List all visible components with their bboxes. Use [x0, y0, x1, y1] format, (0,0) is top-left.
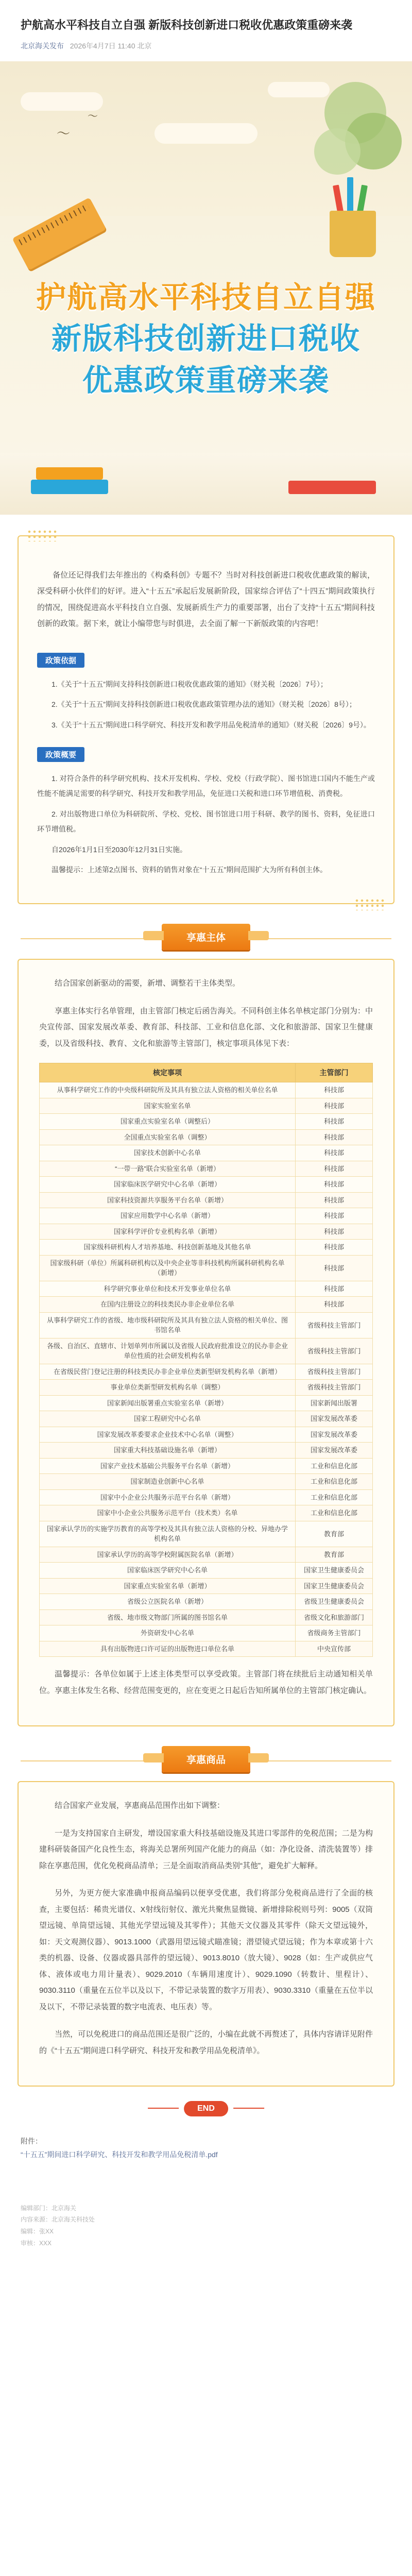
table-row — [40, 1594, 373, 1610]
item-cell: 国家科技资源共享服务平台名单（新增） — [40, 1192, 296, 1208]
item-cell: 在省级民营门登记注册的科技类民办非企业单位类新型研发机构名单（新增） — [40, 1364, 296, 1380]
item-cell: 国家中小企业公共服务示范平台名单（新增） — [40, 1489, 296, 1505]
table-row — [40, 1521, 373, 1547]
cloud-decoration — [154, 123, 258, 144]
table-row — [40, 1338, 373, 1364]
authority-cell: 教育部 — [296, 1521, 373, 1547]
table-row — [40, 1489, 373, 1505]
item-cell: 具有出版物进口许可证的出版物进口单位名单 — [40, 1641, 296, 1657]
pencil-cup-icon — [324, 185, 381, 257]
item-cell: 科学研究事业单位和技术开发事业单位名单 — [40, 1281, 296, 1297]
tree-leaf — [314, 128, 360, 175]
item-cell: 国家重点实验室名单（调整后） — [40, 1114, 296, 1130]
authority-cell: 科技部 — [296, 1082, 373, 1098]
hero-illustration — [0, 61, 412, 515]
table-row — [40, 1547, 373, 1563]
section2-paragraph: 另外，为更方便大家准确申报商品编码以便享受优惠，我们将部分免税商品进行了全面的核查，主要包括：稀贵光谱仪、X射线衍射仪、激光共聚焦显微镜、新增排除税则号列：9005（双筒望远镜、单筒望远镜、其他光学望远镜及其零件）；其他天文仪器及其零件（除天文望远镜外，如：天文观测仪器）、9013.1000（武器用望远镜式瞄准镜；潜望镜式望远镜；作为本章或第十六类的机器、设备、仪器或器具部件的望远镜）、9013.8010（放大镜）、9028（如：生产或供应气体、液体或电力用计量表）、9029.2010（车辆用速度计）、9029.1090（转数计、里程计）、9030.3110（重量在五位半以及以下，不带记录装置的数字万用表）、9030.3310（重量在五位半以及以下，不带记录装置的数字电流表、电压表）等。 — [39, 1889, 373, 2011]
authority-cell: 科技部 — [296, 1114, 373, 1130]
item-cell: 国家级科研（单位）所属科研机构以及中央企业等非科技机构所属科研机构名单（新增） — [40, 1255, 296, 1281]
table-row — [40, 1145, 373, 1161]
table-row — [40, 1098, 373, 1114]
authority-cell: 省级文化和旅游部门 — [296, 1609, 373, 1625]
section1-banner-wrap — [0, 918, 412, 959]
section1-paragraph: 享惠主体实行名单管理，由主管部门核定后函告海关。不同科创主体名单核定部门分别为：中央宣传部、国家发展改革委、教育部、科技部、工业和信息化部、文化和旅游部、国家卫生健康委，以及省级科技、教育、文化和旅游等主管部门，核定事项具体见下表： — [39, 1006, 373, 1048]
authority-cell: 科技部 — [296, 1161, 373, 1177]
item-cell: “一带一路”联合实验室名单（新增） — [40, 1161, 296, 1177]
authority-cell: 省级科技主管部门 — [296, 1312, 373, 1338]
authority-cell: 科技部 — [296, 1255, 373, 1281]
authority-cell: 工业和信息化部 — [296, 1458, 373, 1474]
table-row — [40, 1411, 373, 1427]
authority-cell: 国家发展改革委 — [296, 1411, 373, 1427]
authority-cell: 科技部 — [296, 1177, 373, 1193]
book-icon — [288, 481, 376, 494]
table-row — [40, 1177, 373, 1193]
article-header — [0, 0, 412, 61]
cup-shape — [330, 211, 376, 257]
item-cell: 在国内注册设立的科技类民办非企业单位名单 — [40, 1297, 296, 1313]
authority-cell: 工业和信息化部 — [296, 1505, 373, 1521]
bird-icon: 〜 — [57, 125, 71, 141]
table-row — [40, 1297, 373, 1313]
item-cell: 各级、自治区、直辖市、计划单列市所属以及省级人民政府批准设立的民办非企业单位性质的社会研发机构名单 — [40, 1338, 296, 1364]
authority-cell: 工业和信息化部 — [296, 1489, 373, 1505]
authority-cell: 科技部 — [296, 1192, 373, 1208]
table-row — [40, 1563, 373, 1579]
policy-summary-tag: 政策概要 — [37, 747, 84, 762]
policy-basis-tag: 政策依据 — [37, 653, 84, 668]
table-row — [40, 1161, 373, 1177]
authority-cell: 省级科技主管部门 — [296, 1380, 373, 1396]
table-row — [40, 1641, 373, 1657]
authority-cell: 国家卫生健康委员会 — [296, 1578, 373, 1594]
section2-banner: 享惠商品 — [162, 1746, 250, 1772]
item-cell: 从事科学研究工作的省级、地市级科研院所及其具有独立法人资格的相关单位、图书馆名单 — [40, 1312, 296, 1338]
approval-table — [39, 1063, 373, 1657]
bird-icon: 〜 — [88, 110, 98, 122]
item-cell: 国家承认学历的实施学历教育的高等学校及其具有独立法人资格的分校、异地办学机构名单 — [40, 1521, 296, 1547]
table-row — [40, 1609, 373, 1625]
item-cell: 事业单位类新型研发机构名单（调整） — [40, 1380, 296, 1396]
authority-cell: 科技部 — [296, 1145, 373, 1161]
item-cell: 国家实验室名单 — [40, 1098, 296, 1114]
authority-cell: 省级商务主管部门 — [296, 1625, 373, 1641]
table-row — [40, 1505, 373, 1521]
table-header-cell: 主管部门 — [296, 1063, 373, 1082]
end-marker: END — [184, 2101, 228, 2116]
authority-cell: 中央宣传部 — [296, 1641, 373, 1657]
table-row — [40, 1395, 373, 1411]
dot-decoration — [354, 898, 385, 910]
section1-paragraph: 结合国家创新驱动的需要，新增、调整若干主体类型。 — [55, 979, 241, 988]
item-cell: 国家临床医学研究中心名单（新增） — [40, 1177, 296, 1193]
hero-title-line2: 新版科技创新进口税收 — [51, 322, 360, 356]
section2-banner-wrap — [0, 1740, 412, 1781]
authority-cell: 科技部 — [296, 1240, 373, 1256]
section2-paragraph: 当然，可以免税进口的商品范围还是很广泛的，小编在此就不再赘述了，具体内容请详见附件的《“十五五”期间进口科学研究、科技开发和教学用品免税清单》。 — [39, 2030, 373, 2055]
item-cell: 全国重点实验室名单（调整） — [40, 1129, 296, 1145]
hero-title-line3: 优惠政策重磅来袭 — [82, 364, 330, 398]
item-cell: 国家重大科技基础设施名单（新增） — [40, 1443, 296, 1459]
table-row — [40, 1427, 373, 1443]
publish-location: 北京 — [137, 41, 152, 50]
table-row — [40, 1129, 373, 1145]
item-cell: 国家重点实验室名单（新增） — [40, 1578, 296, 1594]
item-cell: 国家制造业创新中心名单 — [40, 1474, 296, 1490]
authority-cell: 工业和信息化部 — [296, 1474, 373, 1490]
article-meta — [21, 41, 391, 51]
item-cell: 国家产业技术基础公共服务平台名单（新增） — [40, 1458, 296, 1474]
table-row — [40, 1208, 373, 1224]
authority-cell: 教育部 — [296, 1547, 373, 1563]
table-row — [40, 1474, 373, 1490]
publish-date: 2026年4月7日 11:40 — [70, 41, 135, 50]
hero-title-block — [0, 278, 412, 402]
table-header-row — [40, 1063, 373, 1082]
item-cell: 省级公立医院名单（新增） — [40, 1594, 296, 1610]
authority-cell: 国家发展改革委 — [296, 1427, 373, 1443]
basis-item: 3.《关于“十五五”期间进口科学研究、科技开发和教学用品免税清单的通知》（财关税〔2026〕9号）。 — [52, 720, 371, 729]
book-icon — [31, 480, 108, 494]
table-body — [40, 1082, 373, 1657]
summary-item: 自2026年1月1日至2030年12月31日实施。 — [52, 845, 187, 854]
item-cell: 国家工程研究中心名单 — [40, 1411, 296, 1427]
authority-cell: 省级科技主管部门 — [296, 1338, 373, 1364]
table-header-cell: 核定事项 — [40, 1063, 296, 1082]
authority-cell: 科技部 — [296, 1297, 373, 1313]
item-cell: 省级、地市级文物部门所属的图书馆名单 — [40, 1609, 296, 1625]
section2-card — [18, 1781, 394, 2087]
table-row — [40, 1192, 373, 1208]
intro-paragraph: 备位还记得我们去年推出的《构桑科创》专题不？当时对科技创新进口税收优惠政策的解读，深受科研小伙伴们的好评。进入“十五五”承起后发展新阶段，国家综合评估了“十四五”期间政策执行的情况，围绕促进高水平科技自立自强、发展新质生产力的重要部署，出台了支持“十五五”期间科技创新的政策。据下来，就让小编带您与时俱进，去全面了解一下新版政策的内容吧！ — [37, 570, 375, 629]
section1-banner: 享惠主体 — [162, 924, 250, 950]
basis-item: 1.《关于“十五五”期间支持科技创新进口税收优惠政策的通知》（财关税〔2026〕7号）； — [52, 680, 328, 688]
table-row — [40, 1625, 373, 1641]
footer-line: 编辑部门：北京海关 — [21, 2204, 77, 2212]
authority-cell: 国家新闻出版署 — [296, 1395, 373, 1411]
item-cell: 国家临床医学研究中心名单 — [40, 1563, 296, 1579]
footer-line: 编辑：张XX — [21, 2228, 54, 2235]
table-row — [40, 1240, 373, 1256]
table-row — [40, 1255, 373, 1281]
item-cell: 国家承认学历的高等学校附属医院名单（新增） — [40, 1547, 296, 1563]
table-row — [40, 1281, 373, 1297]
table-row — [40, 1224, 373, 1240]
authority-cell: 国家发展改革委 — [296, 1443, 373, 1459]
table-row — [40, 1364, 373, 1380]
section1-note: 温馨提示：各单位如属于上述主体类型可以享受政策。主管部门将在续批后主动通知相关单位。享惠主体发生名称、经营范围变更的，应在变更之日起后告知所属单位的主管部门核定确认。 — [39, 1670, 373, 1695]
table-row — [40, 1443, 373, 1459]
item-cell: 国家技术创新中心名单 — [40, 1145, 296, 1161]
footer-line: 内容来源：北京海关科技处 — [21, 2216, 95, 2224]
summary-item: 1. 对符合条件的科学研究机构、技术开发机构、学校、党校（行政学院）、图书馆进口国内不能生产或性能不能满足需要的科学研究、科技开发和教学用品，免征进口关税和进口环节增值税、消费税。 — [37, 774, 375, 798]
book-icon — [36, 467, 103, 480]
item-cell: 外资研发中心名单 — [40, 1625, 296, 1641]
end-marker-wrap — [0, 2092, 412, 2128]
summary-item: 2. 对出版物进口单位为科研院所、学校、党校、图书馆进口用于科研、教学的图书、资料，免征进口环节增值税。 — [37, 809, 375, 834]
attachment-file-link[interactable]: “十五五”期间进口科学研究、科技开发和教学用品免税清单.pdf — [21, 2150, 218, 2159]
section2-paragraph: 一是为支持国家自主研发，增设国家重大科技基础设施及其进口零部件的免税范围；二是为构建科研装备国产化良性生态，将海关总署所列国产化能力的商品（如：净化设备、清洗装置等）排除在享惠范围，优化免税商品清单；三是全面取消商品类别“其他”，避免扩大解释。 — [39, 1828, 373, 1870]
item-cell: 国家发展改革委要求企业技术中心名单（调整） — [40, 1427, 296, 1443]
section1-card — [18, 959, 394, 1726]
item-cell: 国家级科研机构人才培养基地、科技创新基地及其他名单 — [40, 1240, 296, 1256]
item-cell: 国家科学评价专业机构名单（新增） — [40, 1224, 296, 1240]
table-row — [40, 1312, 373, 1338]
attachment-label: 附件： — [21, 2137, 42, 2146]
item-cell: 国家应用数学中心名单（新增） — [40, 1208, 296, 1224]
authority-cell: 省级卫生健康委员会 — [296, 1594, 373, 1610]
article-footer — [21, 2202, 391, 2249]
intro-card — [18, 535, 394, 905]
footer-line: 审核：XXX — [21, 2240, 52, 2247]
table-row — [40, 1578, 373, 1594]
item-cell: 国家新闻出版署重点实验室名单（新增） — [40, 1395, 296, 1411]
table-row — [40, 1082, 373, 1098]
item-cell: 从事科学研究工作的中央级科研院所及其具有独立法人资格的相关单位名单 — [40, 1082, 296, 1098]
authority-cell: 科技部 — [296, 1129, 373, 1145]
attachment — [21, 2135, 391, 2161]
basis-item: 2.《关于“十五五”期间支持科技创新进口税收优惠政策管理办法的通知》（财关税〔2026〕8号）； — [52, 700, 356, 709]
authority-cell: 省级科技主管部门 — [296, 1364, 373, 1380]
authority-cell: 科技部 — [296, 1224, 373, 1240]
authority-cell: 科技部 — [296, 1281, 373, 1297]
authority-cell: 科技部 — [296, 1098, 373, 1114]
dot-decoration — [27, 529, 58, 541]
article-title: 护航高水平科技自立自强 新版科技创新进口税收优惠政策重磅来袭 — [21, 19, 353, 31]
table-row — [40, 1380, 373, 1396]
authority-cell: 科技部 — [296, 1208, 373, 1224]
intro-note: 温馨提示：上述第2点图书、资料的销售对象在“十五五”期间范围扩大为所有科创主体。 — [52, 865, 328, 874]
table-row — [40, 1114, 373, 1130]
hero-title-line1: 护航高水平科技自立自强 — [36, 280, 376, 314]
item-cell: 国家中小企业公共服务示范平台（技术类）名单 — [40, 1505, 296, 1521]
authority-cell: 国家卫生健康委员会 — [296, 1563, 373, 1579]
account-name-link[interactable]: 北京海关发布 — [21, 41, 64, 50]
table-row — [40, 1458, 373, 1474]
section2-paragraph: 结合国家产业发展，享惠商品范围作出如下调整： — [55, 1801, 225, 1810]
